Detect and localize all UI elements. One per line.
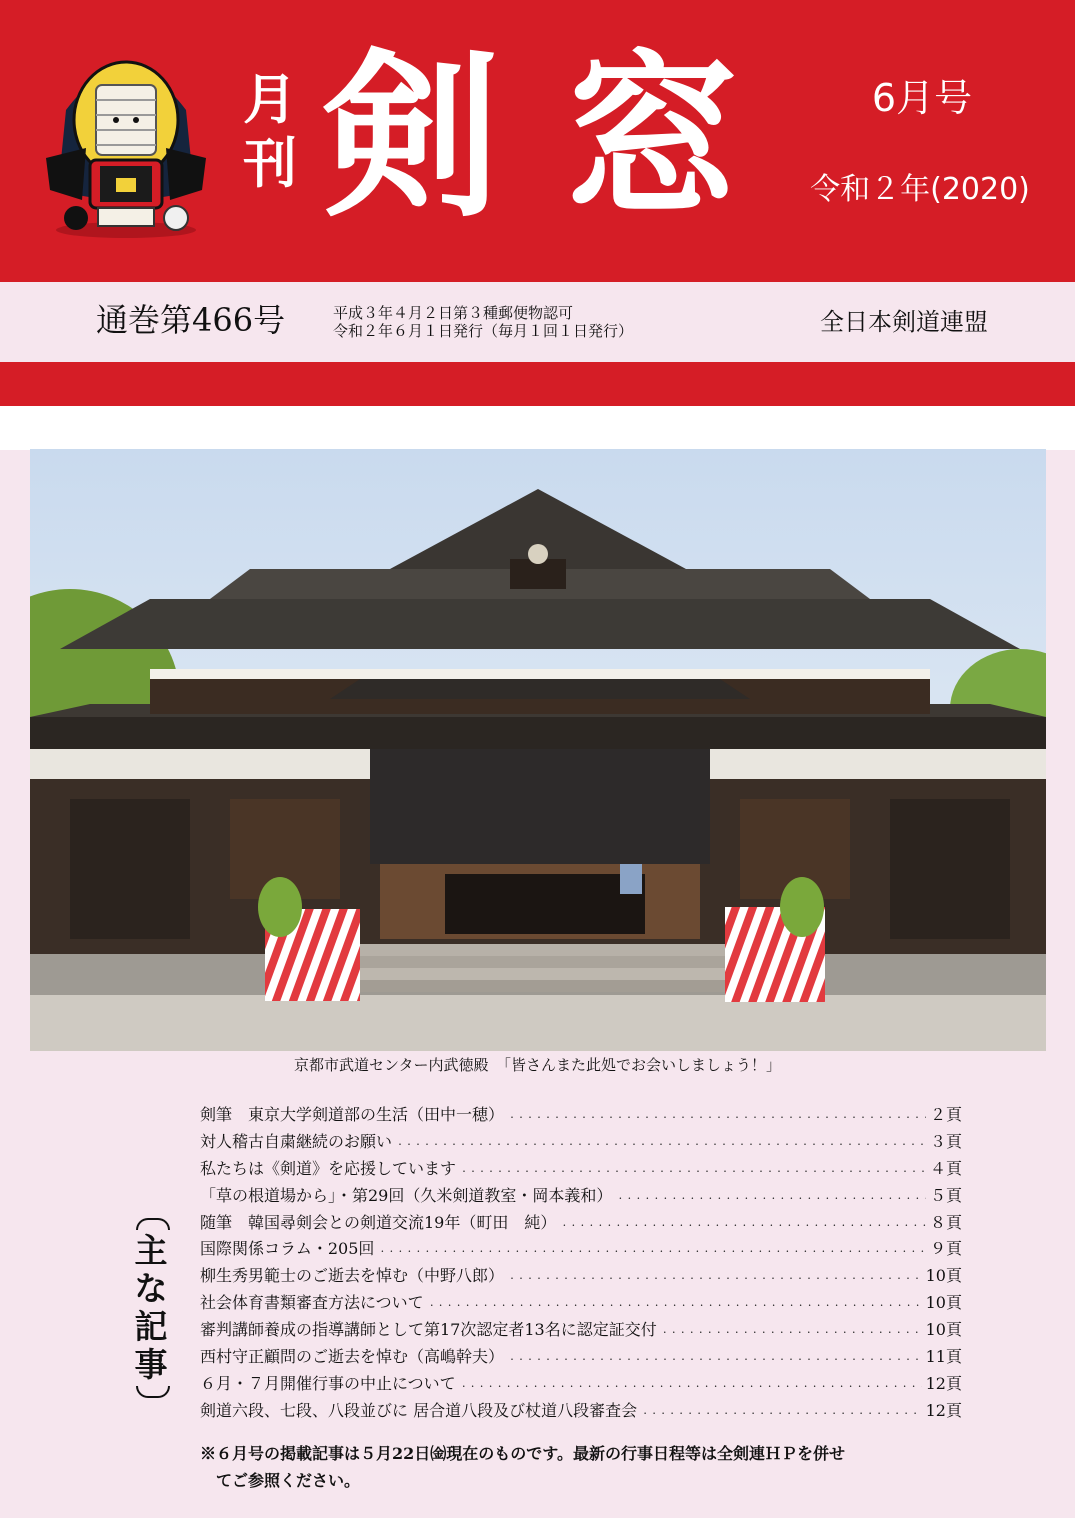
toc-item[interactable] — [200, 1344, 962, 1371]
leader-dots — [508, 1102, 926, 1132]
toc-item-title: 対人稽古自粛継続のお願い — [200, 1131, 393, 1151]
bracket-top — [136, 1218, 170, 1230]
toc-item[interactable] — [200, 1183, 962, 1210]
leader-dots — [641, 1398, 922, 1428]
white-divider — [0, 406, 1075, 450]
toc-item[interactable] — [200, 1290, 962, 1317]
toc-item-page: 10頁 — [925, 1266, 962, 1286]
toc-label — [128, 1218, 174, 1398]
permit-line-2: 令和２年６月１日発行（毎月１回１日発行） — [333, 322, 634, 340]
toc-item-title: 審判講師養成の指導講師として第17次認定者13名に認定証交付 — [200, 1320, 657, 1340]
toc-label-char: な — [134, 1269, 168, 1308]
toc-item-page: 12頁 — [925, 1400, 962, 1420]
permit-line-1: 平成３年４月２日第３種郵便物認可 — [333, 304, 574, 322]
volume-number: 通巻第466号 — [96, 301, 286, 339]
toc-item-page: 10頁 — [925, 1293, 962, 1313]
toc-item-title: 私たちは《剣道》を応援しています — [200, 1158, 457, 1178]
photo-caption: 京都市武道センター内武徳殿 「皆さんまた此処でお会いしましょう！」 — [294, 1056, 781, 1074]
toc-label-char: 記 — [134, 1307, 168, 1346]
toc-item-title: 国際関係コラム・205回 — [200, 1239, 375, 1259]
publisher: 全日本剣道連盟 — [820, 308, 988, 336]
leader-dots — [508, 1263, 922, 1293]
magazine-title — [322, 32, 802, 241]
issue-month: 6月号 — [871, 76, 973, 120]
toc-item[interactable] — [200, 1210, 962, 1237]
toc-label-text — [128, 1232, 174, 1384]
toc-item-title: 剣道六段、七段、八段並びに 居合道八段及び杖道八段審査会 — [200, 1400, 638, 1420]
toc-item-title: 社会体育書類審査方法について — [200, 1293, 424, 1313]
toc-item-page: ８頁 — [929, 1212, 962, 1232]
toc-item-page: ５頁 — [929, 1185, 962, 1205]
toc-item-page: ９頁 — [929, 1239, 962, 1259]
toc-item[interactable] — [200, 1102, 962, 1129]
toc-item-title: 随筆 韓国尋剣会との剣道交流19年（町田 純） — [200, 1212, 557, 1232]
toc-item-title: 柳生秀男範士のご逝去を悼む（中野八郎） — [200, 1266, 505, 1286]
leader-dots — [460, 1156, 926, 1186]
small-title-2: 刊 — [243, 132, 297, 195]
toc-item-title: 剣筆 東京大学剣道部の生活（田中一穂） — [200, 1105, 505, 1124]
leader-dots — [378, 1236, 926, 1266]
toc-item[interactable] — [200, 1371, 962, 1398]
leader-dots — [508, 1344, 922, 1374]
toc-item-page: ３頁 — [929, 1131, 962, 1151]
butokuden-hall-image — [30, 449, 1046, 1051]
toc-item-title: 「草の根道場から」・第29回（久米剣道教室・岡本義和） — [200, 1185, 613, 1205]
toc-item-page: ２頁 — [929, 1105, 962, 1124]
monthly-label — [240, 68, 300, 196]
small-title-1: 月 — [243, 68, 297, 131]
issue-year: 令和２年(2020) — [810, 172, 1030, 207]
postal-permit — [333, 304, 633, 340]
toc-item-title: ６月・７月開催行事の中止について — [200, 1373, 456, 1393]
toc-item[interactable] — [200, 1317, 962, 1344]
leader-dots — [396, 1129, 926, 1159]
toc-item-page: 10頁 — [925, 1320, 962, 1340]
leader-dots — [428, 1290, 922, 1320]
leader-dots — [616, 1183, 926, 1213]
leader-dots — [460, 1371, 922, 1401]
leader-dots — [661, 1317, 922, 1347]
toc-item[interactable] — [200, 1156, 962, 1183]
bracket-bottom — [136, 1386, 170, 1398]
toc-item[interactable] — [200, 1263, 962, 1290]
leader-dots — [560, 1210, 926, 1240]
toc-item-page: ４頁 — [929, 1158, 962, 1178]
toc-label-char: 主 — [134, 1231, 168, 1270]
toc-item[interactable] — [200, 1398, 962, 1425]
red-divider — [0, 362, 1075, 406]
masthead — [0, 0, 1075, 282]
table-of-contents — [200, 1102, 962, 1425]
kendo-mascot-icon — [36, 40, 216, 240]
cover-photo — [30, 449, 1046, 1051]
big-title-2: 窓 — [562, 32, 802, 241]
issue-note — [200, 1440, 960, 1494]
big-title-1: 剣 — [322, 32, 562, 241]
note-line-1: ※６月号の掲載記事は５月22日㈮現在のものです。最新の行事日程等は全剣連ＨＰを併せ — [200, 1444, 845, 1463]
toc-item[interactable] — [200, 1236, 962, 1263]
toc-item-title: 西村守正顧問のご逝去を悼む（高嶋幹夫） — [200, 1347, 505, 1367]
toc-item-page: 12頁 — [925, 1373, 962, 1393]
toc-item[interactable] — [200, 1129, 962, 1156]
note-line-2: てご参照ください。 — [200, 1471, 361, 1490]
toc-label-char: 事 — [134, 1345, 168, 1384]
toc-item-page: 11頁 — [925, 1347, 962, 1367]
